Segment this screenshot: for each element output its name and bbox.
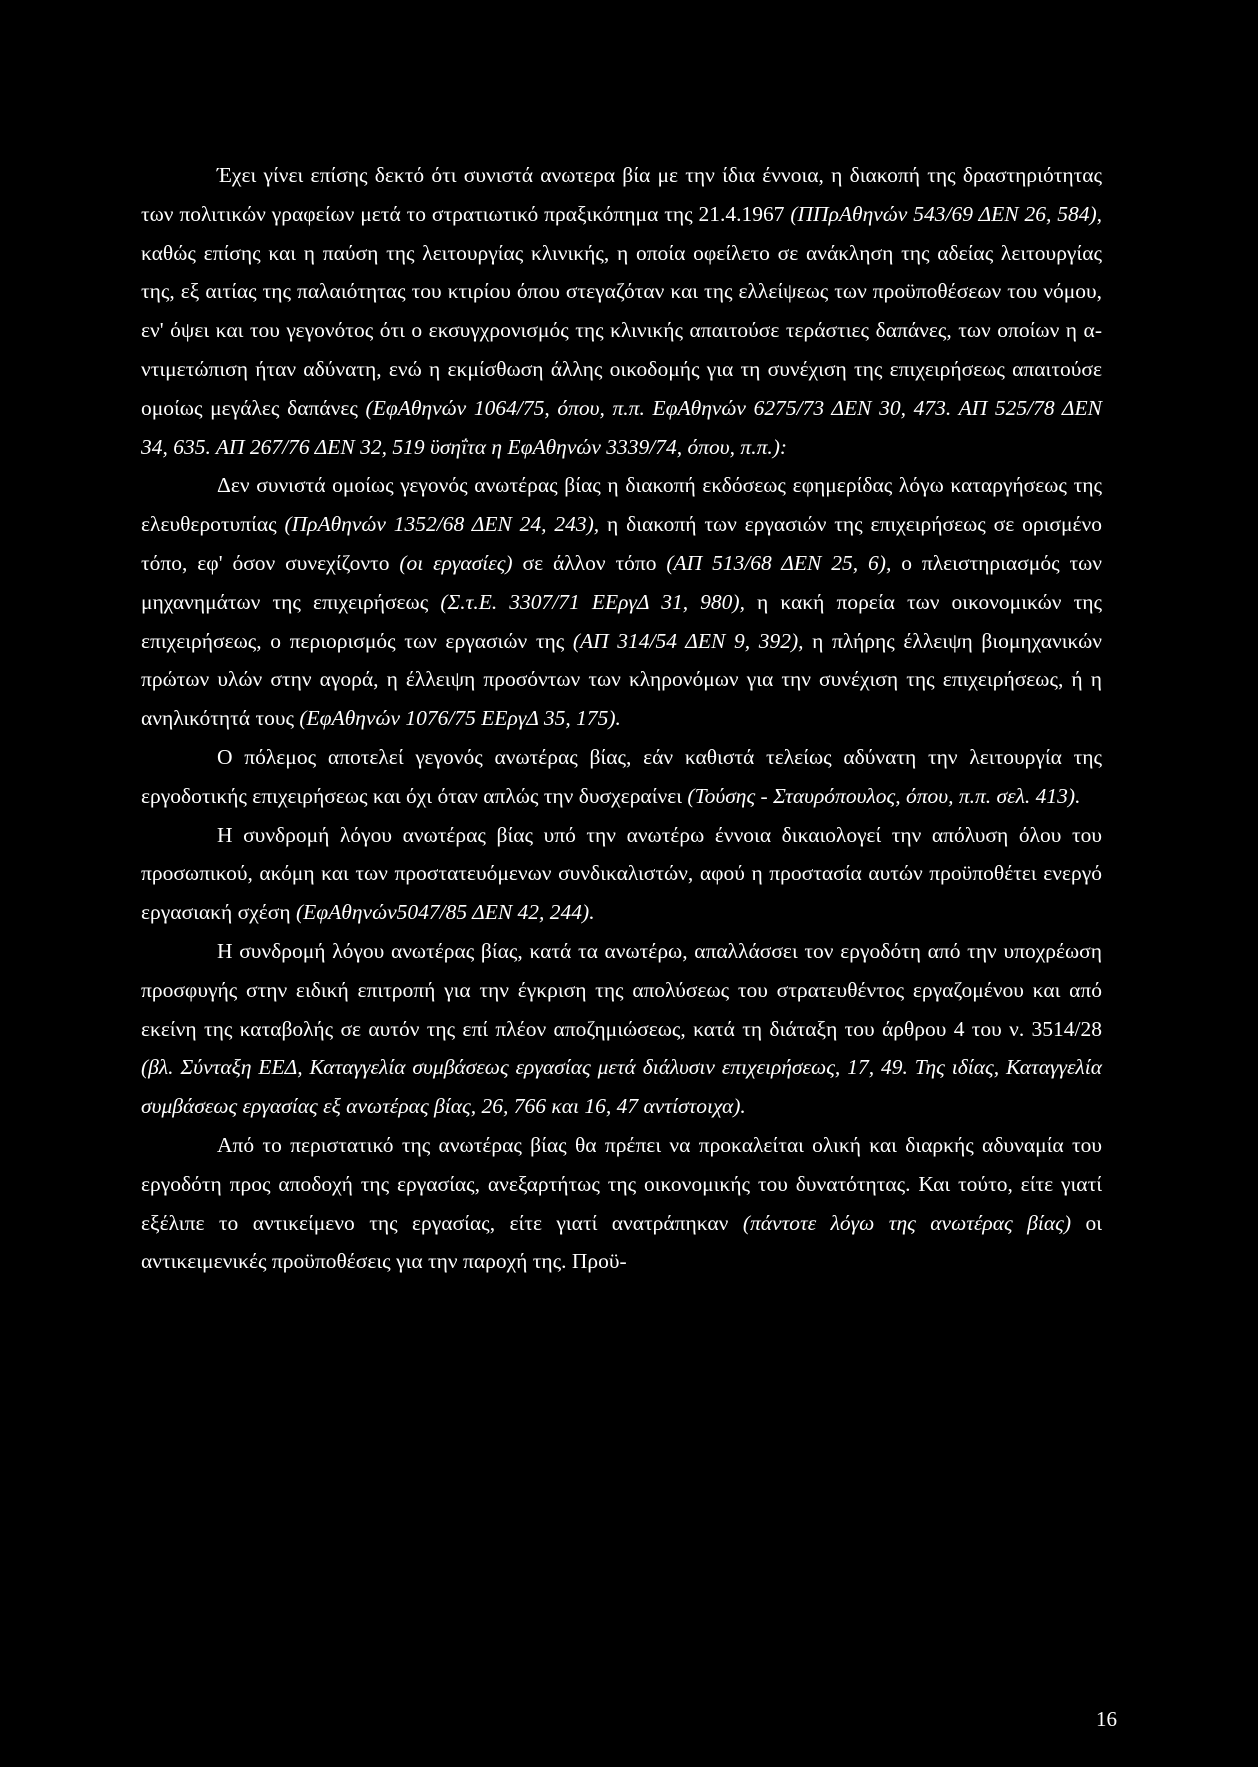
paragraph: Η συνδρομή λόγου ανωτέρας βίας, κατά τα ανωτέρω, απαλλάσσει τον εργοδότη από την υποχρέωση προσφυγής στην ειδική επιτροπή για την έγκριση της απολύσεως του στρατευθέντος εργαζομένου και από εκείνη της καταβολής σε αυτόν της επί πλέον αποζημιώσεως, κατά τη διάταξη του άρθρου 4 του ν. 3514/28 (βλ. Σύνταξη ΕΕΔ, Καταγγελία συμβάσεως εργασίας μετά διάλυσιν επιχειρήσεως, 17, 49. Της ιδίας, Καταγγελία συμβάσεως εργασίας εξ ανωτέρας βίας, 26, 766 και 16, 47 αντίστοιχα).	[141, 938, 1102, 1119]
paragraph: Από το περιστατικό της ανωτέρας βίας θα πρέπει να προκαλείται ολική και διαρκής αδυναμία του εργοδότη προς αποδοχή της εργασίας, ανεξαρτήτως της οικονομικής του δυνατότητας. Και τούτο, είτε γιατί εξέλιπε το αντικείμενο της εργασίας, είτε γιατί ανατράπηκαν (πάντοτε λόγω της ανωτέρας βίας) οι αντικειμενικές προϋποθέσεις για την παροχή της. Προϋ-	[141, 1132, 1102, 1274]
paragraph: Ο πόλεμος αποτελεί γεγονός ανωτέρας βίας, εάν καθιστά τελείως αδύνατη την λειτουργία της εργοδοτικής επιχειρήσεως και όχι όταν απλώς την δυσχεραίνει (Τούσης - Σταυρόπουλος, όπου, π.π. σελ. 413).	[141, 744, 1102, 808]
paragraph: Δεν συνιστά ομοίως γεγονός ανωτέρας βίας η διακοπή εκδόσεως εφημερίδας λόγω καταργήσεως της ελευθεροτυπίας (ΠρΑθηνών 1352/68 ΔΕΝ 24, 243), η διακοπή των εργασιών της επιχειρήσεως σε ορισμένο τόπο, εφ' όσον συνεχίζοντο (οι εργασίες) σε άλλον τόπο (ΑΠ 513/68 ΔΕΝ 25, 6), ο πλειστηριασμός των μηχανημάτων της επιχειρήσεως (Σ.τ.Ε. 3307/71 ΕΕργΔ 31, 980), η κακή πορεία των οικονομικών της επιχειρήσεως, ο περιορισμός των εργασιών της (ΑΠ 314/54 ΔΕΝ 9, 392), η πλήρης έλλειψη βιομηχανικών πρώτων υλών στην αγορά, η έλλειψη προσόντων των κληρονόμων για την συνέχιση της επιχειρήσεως, ή η ανηλικότητά τους (ΕφΑθηνών 1076/75 ΕΕργΔ 35, 175).	[141, 473, 1103, 731]
paragraph: Έχει γίνει επίσης δεκτό ότι συνιστά ανωτερα βία με την ίδια έννοια, η διακοπή της δραστηριότητας των πολιτικών γραφείων μετά το στρατιωτικό πραξικόπημα της 21.4.1967 (ΠΠρΑθηνών 543/69 ΔΕΝ 26, 584), καθώς επίσης και η παύση της λειτουργίας κλινικής, η οποία οφείλετο σε ανάκληση της αδείας λειτουργίας της, εξ αιτίας της παλαιότητας του κτιρίου όπου στεγαζόταν και της ελλείψεως των προϋποθέσεων του νόμου, εν' όψει και του γεγονότος ότι ο εκσυγχρονισμός της κλινικής απαιτούσε τεράστιες δαπάνες, των οποίων η αντιμετώπιση ήταν αδύνατη, ενώ η εκμίσθωση άλλης οικοδομής για τη συνέχιση της επιχειρήσεως απαιτούσε ομοίως μεγάλες δαπάνες (ΕφΑθηνών 1064/75, όπου, π.π. ΕφΑθηνών 6275/73 ΔΕΝ 30, 473. ΑΠ 525/78 ΔΕΝ 34, 635. ΑΠ 267/76 ΔΕΝ 32, 519 ϋσηΐτα η ΕφΑθηνών 3339/74, όπου, π.π.):	[141, 163, 1103, 459]
paragraph: Η συνδρομή λόγου ανωτέρας βίας υπό την ανωτέρω έννοια δικαιολογεί την απόλυση όλου του προσωπικού, ακόμη και των προστατευόμενων συνδικαλιστών, αφού η προστασία αυτών προϋποθέτει ενεργό εργασιακή σχέση (ΕφΑθηνών5047/85 ΔΕΝ 42, 244).	[141, 822, 1102, 925]
page-number: 16	[1096, 1707, 1117, 1731]
document-body	[141, 156, 1102, 1281]
